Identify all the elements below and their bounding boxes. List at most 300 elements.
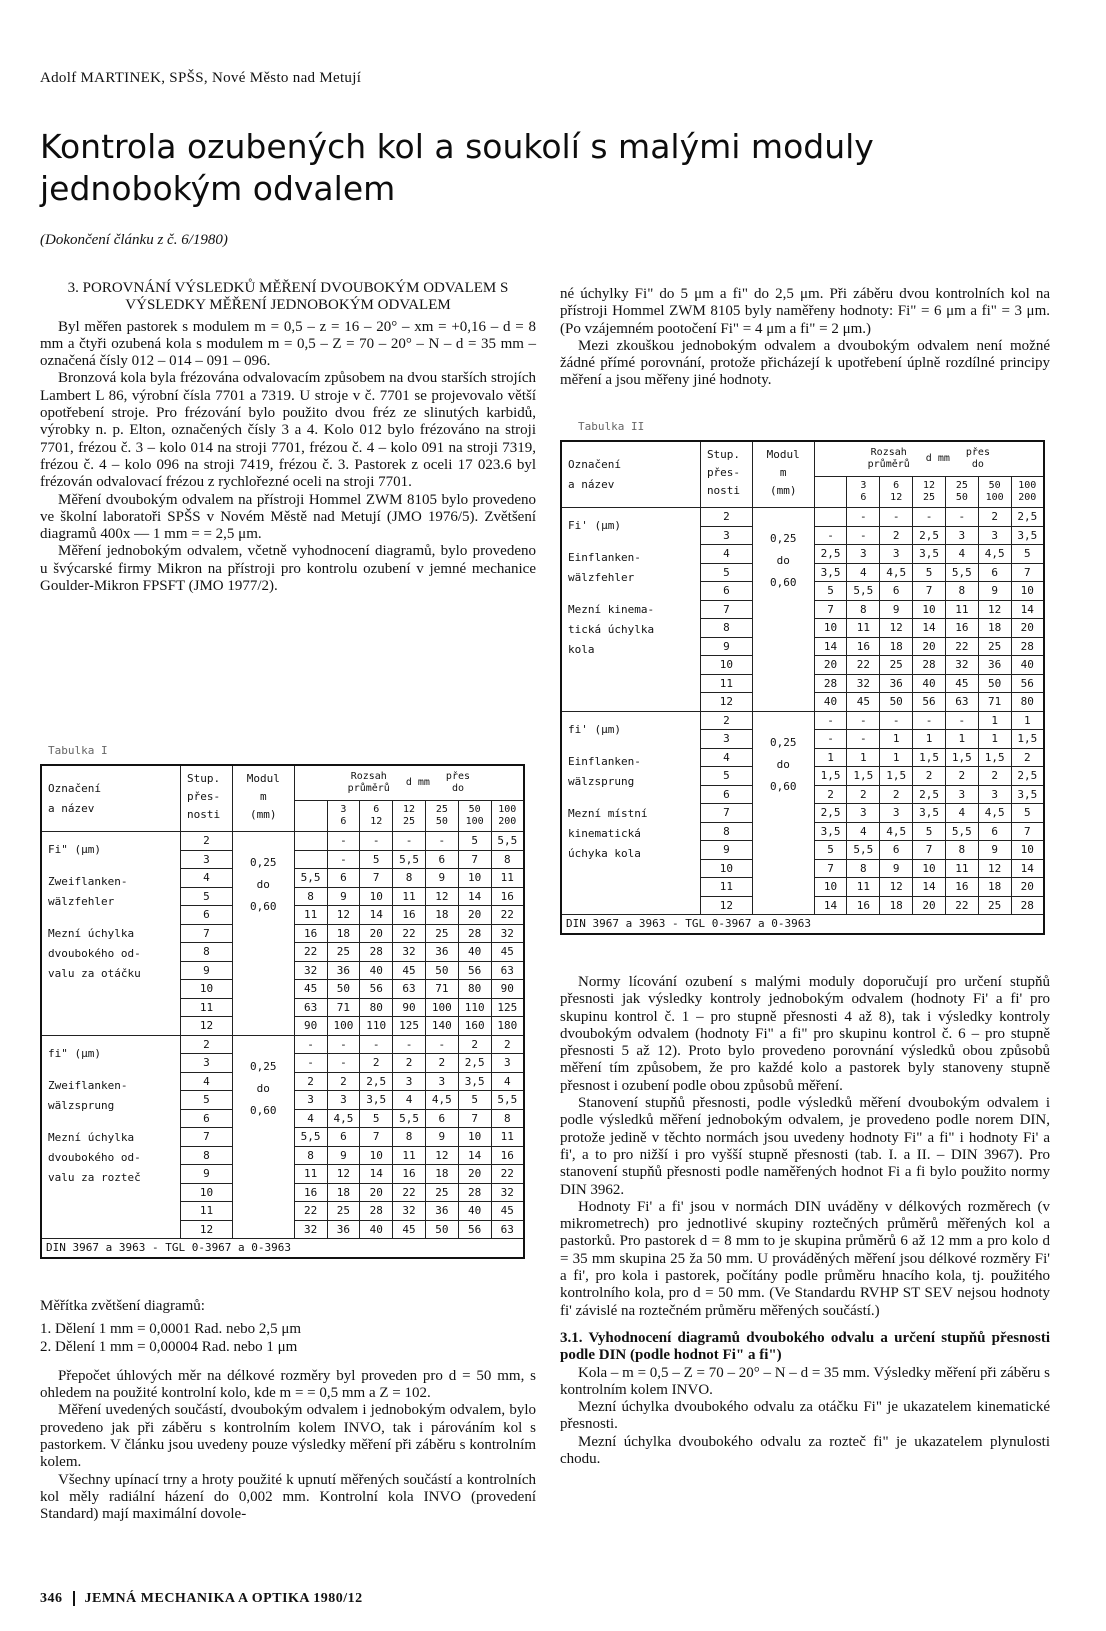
value-cell: 63 (491, 1220, 524, 1239)
block-label-line: kola (568, 643, 595, 656)
value-cell: 5,5 (491, 1091, 524, 1110)
block-label-line: Mezní místní (568, 806, 648, 820)
value-cell: 90 (294, 1017, 327, 1036)
value-cell: 3 (880, 545, 913, 564)
value-cell: - (880, 508, 913, 527)
header-label: Rozsah (870, 447, 907, 458)
value-cell: 7 (814, 859, 847, 878)
value-cell: 11 (294, 906, 327, 925)
range-to: 25 (403, 816, 416, 827)
grade-cell: 8 (700, 619, 752, 638)
header-label: a název (48, 801, 95, 815)
value-cell: 20 (1011, 878, 1044, 897)
value-cell: - (913, 711, 946, 730)
value-cell: 22 (945, 896, 978, 915)
value-cell: 45 (945, 674, 978, 693)
value-cell: 7 (814, 600, 847, 619)
grade-cell: 4 (700, 545, 752, 564)
value-cell: 32 (294, 961, 327, 980)
range-cell (913, 477, 946, 508)
range-from: 25 (435, 804, 448, 815)
value-cell: 10 (458, 1128, 491, 1147)
table-row (561, 711, 1044, 730)
value-cell: 40 (1011, 656, 1044, 675)
value-cell: 40 (458, 1202, 491, 1221)
value-cell: 1 (978, 730, 1011, 749)
value-cell: 1,5 (978, 748, 1011, 767)
grade-cell: 5 (700, 563, 752, 582)
block-label (41, 832, 181, 1036)
block-label-line: fi' (μm) (568, 722, 621, 736)
grade-cell: 7 (700, 600, 752, 619)
value-cell: 4 (393, 1091, 426, 1110)
value-cell: 11 (294, 1165, 327, 1184)
value-cell: 3,5 (360, 1091, 393, 1110)
value-cell: 1 (880, 748, 913, 767)
value-cell: 5 (814, 841, 847, 860)
value-cell: 5,5 (847, 841, 880, 860)
value-cell: - (814, 730, 847, 749)
value-cell: 11 (945, 859, 978, 878)
value-cell: 20 (1011, 619, 1044, 638)
value-cell: 36 (978, 656, 1011, 675)
range-cell (327, 801, 360, 832)
modul-value: 0,60 (250, 900, 277, 913)
value-cell: 6 (978, 563, 1011, 582)
value-cell: 11 (847, 619, 880, 638)
value-cell: 16 (945, 878, 978, 897)
header-label: m (779, 466, 787, 479)
paragraph: Všechny upínací trny a hroty použité k upnutí měřených součástí a kontrolních kol měly radiální házení do 0,002 mm. Kontrolní kola INVO (provedení Standard) mají maximální dovole- (40, 1471, 536, 1523)
range-to: 200 (1018, 492, 1037, 503)
value-cell: 9 (327, 1146, 360, 1165)
block-label-line: Fi' (μm) (568, 519, 621, 532)
value-cell: 9 (880, 859, 913, 878)
value-cell: 2 (847, 785, 880, 804)
paragraph: Normy lícování ozubení s malými moduly doporučují pro určení stupňů přesnosti jak výsledky kontroly jednobokým odvalem (hodnoty Fi' a fi' pro skupinu kontrol č. 1 – pro stupně přesnosti 4 až 8), tak i výsledky kontroly dvoubokým odvalem (hodnoty Fi" a fi" pro skupinu kontrol č. 6 – pro stupně přesnosti 5 až 12). Proto bylo provedeno porovnání výsledků obou způsobů měření tím způsobem, že pro každé kolo a pastorek byly stanoveny stupně přesnost i ozubení podle obou způsobů měření. (560, 974, 1050, 1094)
value-cell: 2 (1011, 748, 1044, 767)
value-cell: 8 (294, 1146, 327, 1165)
value-cell: 5,5 (393, 850, 426, 869)
value-cell: 11 (393, 1146, 426, 1165)
value-cell: 5,5 (847, 582, 880, 601)
value-cell: 11 (491, 1128, 524, 1147)
range-cell (360, 801, 393, 832)
value-cell: 140 (425, 1017, 458, 1036)
value-cell: 63 (294, 998, 327, 1017)
value-cell: 36 (880, 674, 913, 693)
header-stupen (181, 765, 233, 832)
header-label: Modul (766, 448, 800, 461)
modul-cell (232, 832, 294, 1036)
value-cell: - (360, 832, 393, 851)
value-cell: - (327, 832, 360, 851)
grade-cell: 4 (181, 869, 233, 888)
grade-cell: 5 (181, 1091, 233, 1110)
value-cell: 18 (978, 878, 1011, 897)
value-cell: 7 (458, 850, 491, 869)
value-cell: 25 (327, 1202, 360, 1221)
value-cell: 1 (880, 730, 913, 749)
value-cell: 10 (1011, 841, 1044, 860)
grade-cell: 11 (181, 998, 233, 1017)
grade-cell: 5 (181, 887, 233, 906)
value-cell: 1,5 (814, 767, 847, 786)
modul-cell (752, 711, 814, 915)
value-cell: 22 (847, 656, 880, 675)
grade-cell: 8 (181, 943, 233, 962)
value-cell: 18 (880, 896, 913, 915)
grade-cell: 12 (700, 693, 752, 712)
block-label-line: Mezní úchylka (48, 927, 135, 940)
value-cell: 1 (814, 748, 847, 767)
header-label: m (259, 790, 267, 803)
block-label-line: Einflanken- (568, 551, 641, 564)
range-to: 6 (340, 816, 347, 827)
value-cell: 14 (458, 887, 491, 906)
header-label: d mm (925, 453, 950, 464)
value-cell: 6 (880, 582, 913, 601)
value-cell: 22 (294, 943, 327, 962)
value-cell: 4,5 (327, 1109, 360, 1128)
value-cell: 1 (913, 730, 946, 749)
value-cell: 2 (327, 1072, 360, 1091)
value-cell: 4,5 (880, 563, 913, 582)
range-cell (393, 801, 426, 832)
block-label-line: tická úchylka (568, 623, 655, 636)
value-cell: 71 (425, 980, 458, 999)
left-column-bottom (40, 1298, 536, 1524)
value-cell: 5 (1011, 804, 1044, 823)
block-label-line: valu za otáčku (48, 967, 141, 980)
value-cell: 14 (814, 637, 847, 656)
value-cell: 5 (1011, 545, 1044, 564)
table-row (41, 832, 524, 851)
value-cell: 2 (491, 1035, 524, 1054)
value-cell: 8 (393, 1128, 426, 1147)
value-cell: 1 (847, 748, 880, 767)
footer-divider (73, 1591, 75, 1606)
value-cell: 45 (847, 693, 880, 712)
value-cell: 20 (913, 896, 946, 915)
value-cell: - (847, 711, 880, 730)
value-cell: 8 (945, 841, 978, 860)
value-cell: 7 (1011, 822, 1044, 841)
value-cell: 40 (360, 1220, 393, 1239)
grade-cell: 10 (700, 859, 752, 878)
data-table (560, 440, 1045, 935)
value-cell: 32 (491, 1183, 524, 1202)
value-cell: 10 (913, 600, 946, 619)
value-cell: 3 (847, 804, 880, 823)
block-label (561, 508, 700, 712)
value-cell: 50 (327, 980, 360, 999)
value-cell: - (327, 1035, 360, 1054)
value-cell: 4,5 (880, 822, 913, 841)
value-cell: 8 (491, 850, 524, 869)
value-cell: - (814, 711, 847, 730)
page-number: 346 (40, 1591, 63, 1606)
block-label-line: wälzfehler (568, 571, 635, 584)
block-label-line: Mezní úchylka (48, 1130, 135, 1144)
range-cell (491, 801, 524, 832)
value-cell: 2,5 (913, 785, 946, 804)
range-from: 6 (893, 480, 900, 491)
value-cell: 3,5 (913, 545, 946, 564)
range-to: 12 (890, 492, 903, 503)
value-cell: 3 (978, 785, 1011, 804)
block-label (41, 1035, 181, 1239)
header-label: nosti (187, 808, 221, 821)
value-cell: 8 (491, 1109, 524, 1128)
value-cell: 50 (425, 1220, 458, 1239)
block-label-line: Zweiflanken- (48, 1078, 128, 1092)
paragraph: Přepočet úhlových měr na délkové rozměry byl proveden pro d = 50 mm, s ohledem na použité kontrolní kolo, kde m = = 0,5 mm a Z = 102. (40, 1367, 536, 1402)
grade-cell: 3 (181, 1054, 233, 1073)
value-cell: 5 (458, 1091, 491, 1110)
grade-cell: 2 (700, 508, 752, 527)
value-cell: 32 (294, 1220, 327, 1239)
value-cell: 12 (327, 1165, 360, 1184)
range-to: 200 (498, 816, 517, 827)
value-cell: 1 (945, 730, 978, 749)
range-from: 100 (1018, 480, 1037, 491)
value-cell: 9 (978, 582, 1011, 601)
header-label: a název (568, 477, 615, 491)
value-cell: 2 (880, 785, 913, 804)
range-cell (425, 801, 458, 832)
grade-cell: 4 (181, 1072, 233, 1091)
modul-value: 0,25 (769, 735, 797, 749)
grade-cell: 9 (181, 961, 233, 980)
modul-cell (232, 1035, 294, 1239)
value-cell: 25 (425, 1183, 458, 1202)
value-cell: 4,5 (978, 545, 1011, 564)
value-cell: 3 (491, 1054, 524, 1073)
range-from: 25 (955, 480, 968, 491)
range-to: 25 (923, 492, 936, 503)
value-cell: - (425, 1035, 458, 1054)
value-cell: 36 (327, 961, 360, 980)
value-cell: 71 (327, 998, 360, 1017)
header-label: Označení (568, 457, 621, 471)
value-cell: - (294, 1054, 327, 1073)
grade-cell: 4 (700, 748, 752, 767)
value-cell: 10 (1011, 582, 1044, 601)
value-cell: 14 (1011, 859, 1044, 878)
range-from: 12 (403, 804, 416, 815)
value-cell: 3,5 (458, 1072, 491, 1091)
value-cell: 32 (945, 656, 978, 675)
grade-cell: 7 (181, 1128, 233, 1147)
header-label: Rozsah (350, 771, 387, 782)
table-2-caption: Tabulka II (578, 420, 645, 433)
value-cell: 1,5 (880, 767, 913, 786)
value-cell: 125 (393, 1017, 426, 1036)
value-cell: 2,5 (1011, 767, 1044, 786)
modul-value: 0,25 (250, 1059, 277, 1073)
value-cell: 8 (847, 859, 880, 878)
author-line: Adolf MARTINEK, SPŠS, Nové Město nad Metují (40, 70, 362, 86)
modul-value: 0,25 (769, 532, 797, 545)
paragraph: Měření dvoubokým odvalem na přístroji Hommel ZWM 8105 bylo provedeno ve školní laboratoři SPŠS v Novém Městě nad Metují (JMO 1976/5). Zvětšení diagramů 400x — 1 mm = = 2,5 μm. (40, 491, 536, 543)
value-cell: 3 (327, 1091, 360, 1110)
section-3-heading: 3. POROVNÁNÍ VÝSLEDKŮ MĚŘENÍ DVOUBOKÝM ODVALEM S VÝSLEDKY MĚŘENÍ JEDNOBOKÝM ODVALEM (67, 280, 509, 314)
value-cell: 22 (945, 637, 978, 656)
value-cell: 8 (393, 869, 426, 888)
value-cell: 2 (814, 785, 847, 804)
table-2 (560, 440, 1045, 935)
header-label: nosti (706, 484, 741, 497)
value-cell: 2 (945, 767, 978, 786)
modul-cell (752, 508, 814, 712)
value-cell: 5 (814, 582, 847, 601)
value-cell: 63 (491, 961, 524, 980)
value-cell: 90 (491, 980, 524, 999)
grade-cell: 3 (700, 730, 752, 749)
value-cell: 6 (978, 822, 1011, 841)
value-cell: 45 (294, 980, 327, 999)
value-cell: - (393, 1035, 426, 1054)
value-cell: 16 (393, 1165, 426, 1184)
value-cell (814, 508, 847, 527)
value-cell: 56 (1011, 674, 1044, 693)
value-cell: - (945, 711, 978, 730)
value-cell: - (847, 508, 880, 527)
paragraph: Mezi zkouškou jednobokým odvalem a dvoubokým odvalem není možné žádné přímé porovnání, protože přicházejí k upotřebení úplně rozdílné principy měření a jsou měřeny jiné hodnoty. (560, 337, 1050, 389)
range-from: 3 (860, 480, 867, 491)
value-cell: 40 (458, 943, 491, 962)
block-label-line: wälzsprung (48, 1098, 115, 1112)
value-cell: 36 (425, 943, 458, 962)
block-label (561, 711, 700, 915)
block-label-line: kinematická (568, 826, 641, 840)
value-cell: 4,5 (425, 1091, 458, 1110)
range-cell (294, 801, 327, 832)
value-cell: 28 (814, 674, 847, 693)
table-1-caption: Tabulka I (48, 744, 108, 757)
header-label: přes- (187, 790, 221, 803)
header-label: průměrů (347, 783, 390, 794)
header-modul (232, 765, 294, 832)
value-cell: 1 (1011, 711, 1044, 730)
range-from: 6 (373, 804, 380, 815)
value-cell: 14 (913, 619, 946, 638)
value-cell: 7 (458, 1109, 491, 1128)
value-cell: 80 (458, 980, 491, 999)
value-cell: 2,5 (458, 1054, 491, 1073)
value-cell: 5,5 (294, 869, 327, 888)
value-cell: 80 (1011, 693, 1044, 712)
value-cell: 16 (847, 637, 880, 656)
value-cell: 4 (945, 545, 978, 564)
value-cell: - (945, 508, 978, 527)
value-cell: 10 (913, 859, 946, 878)
value-cell: 5 (458, 832, 491, 851)
grade-cell: 12 (181, 1220, 233, 1239)
value-cell: - (913, 508, 946, 527)
range-to: 12 (370, 816, 383, 827)
value-cell: 14 (360, 906, 393, 925)
value-cell: 12 (978, 859, 1011, 878)
value-cell: 1,5 (1011, 730, 1044, 749)
grade-cell: 5 (700, 767, 752, 786)
value-cell: 18 (327, 924, 360, 943)
header-rozsah (294, 765, 524, 801)
value-cell: - (847, 526, 880, 545)
value-cell: 9 (880, 600, 913, 619)
range-cell (945, 477, 978, 508)
grade-cell: 12 (181, 1017, 233, 1036)
value-cell: 50 (425, 961, 458, 980)
value-cell: 5 (913, 822, 946, 841)
modul-value: 0,60 (250, 1103, 277, 1117)
header-label: Označení (48, 781, 101, 795)
range-from: 50 (468, 804, 481, 815)
range-from: 3 (340, 804, 347, 815)
value-cell: 18 (425, 1165, 458, 1184)
value-cell: 4 (847, 563, 880, 582)
value-cell: 40 (913, 674, 946, 693)
header-rozsah (814, 441, 1044, 477)
modul-value: do (776, 757, 790, 771)
value-cell: 11 (491, 869, 524, 888)
value-cell: 10 (360, 1146, 393, 1165)
value-cell: - (880, 711, 913, 730)
article-subtitle: (Dokončení článku z č. 6/1980) (40, 232, 228, 248)
value-cell: 18 (425, 906, 458, 925)
value-cell: 20 (360, 1183, 393, 1202)
value-cell: 20 (913, 637, 946, 656)
value-cell: 20 (458, 1165, 491, 1184)
value-cell: - (294, 1035, 327, 1054)
value-cell: 28 (360, 1202, 393, 1221)
value-cell: 5,5 (294, 1128, 327, 1147)
value-cell: 14 (814, 896, 847, 915)
value-cell: 10 (360, 887, 393, 906)
block-label-line: Mezní kinema- (568, 603, 655, 616)
value-cell: 5,5 (491, 832, 524, 851)
value-cell: 25 (978, 896, 1011, 915)
right-column-bottom (560, 974, 1050, 1468)
value-cell: 32 (393, 1202, 426, 1221)
value-cell (294, 832, 327, 851)
grade-cell: 7 (181, 924, 233, 943)
value-cell: 14 (458, 1146, 491, 1165)
range-cell (978, 477, 1011, 508)
value-cell: 7 (360, 1128, 393, 1147)
value-cell: 40 (360, 961, 393, 980)
paragraph: Bronzová kola byla frézována odvalovacím způsobem na dvou starších strojích Lambert L 86, výrobní čísla 7701 a 7319. U stroje v č. 7701 se projevovalo větší opotřebení stroje. Pro frézování bylo použito dvou fréz ze slinutých karbidů, výrobky n. p. Elton, označených čísly 3 a 4. Kolo 012 bylo frézováno na stroji 7701, frézou č. 3 – kolo 014 na stroji 7701, frézou č. 4 – kolo 091 na stroji 7319, frézou č. 4 – kolo 096 na stroji 7419, frézou č. 3. Pastorek z oceli 17 023.6 byl frézován odvalovací frézou z rychlořezné oceli na stroji 7701. (40, 370, 536, 491)
paragraph: Mezní úchylka dvoubokého odvalu za rozteč fi" je ukazatelem plynulosti chodu. (560, 1433, 1050, 1468)
value-cell: 8 (847, 600, 880, 619)
value-cell: 6 (425, 850, 458, 869)
value-cell: 100 (327, 1017, 360, 1036)
block-label-line: Zweiflanken- (48, 875, 128, 888)
range-to: 50 (955, 492, 968, 503)
value-cell: 1,5 (847, 767, 880, 786)
value-cell: 90 (393, 998, 426, 1017)
header-oznaceni (561, 441, 700, 508)
value-cell: 8 (294, 887, 327, 906)
value-cell: 6 (425, 1109, 458, 1128)
value-cell: 4 (491, 1072, 524, 1091)
grade-cell: 9 (700, 841, 752, 860)
value-cell: 4 (945, 804, 978, 823)
value-cell: 12 (327, 906, 360, 925)
value-cell: 20 (458, 906, 491, 925)
value-cell: 28 (360, 943, 393, 962)
